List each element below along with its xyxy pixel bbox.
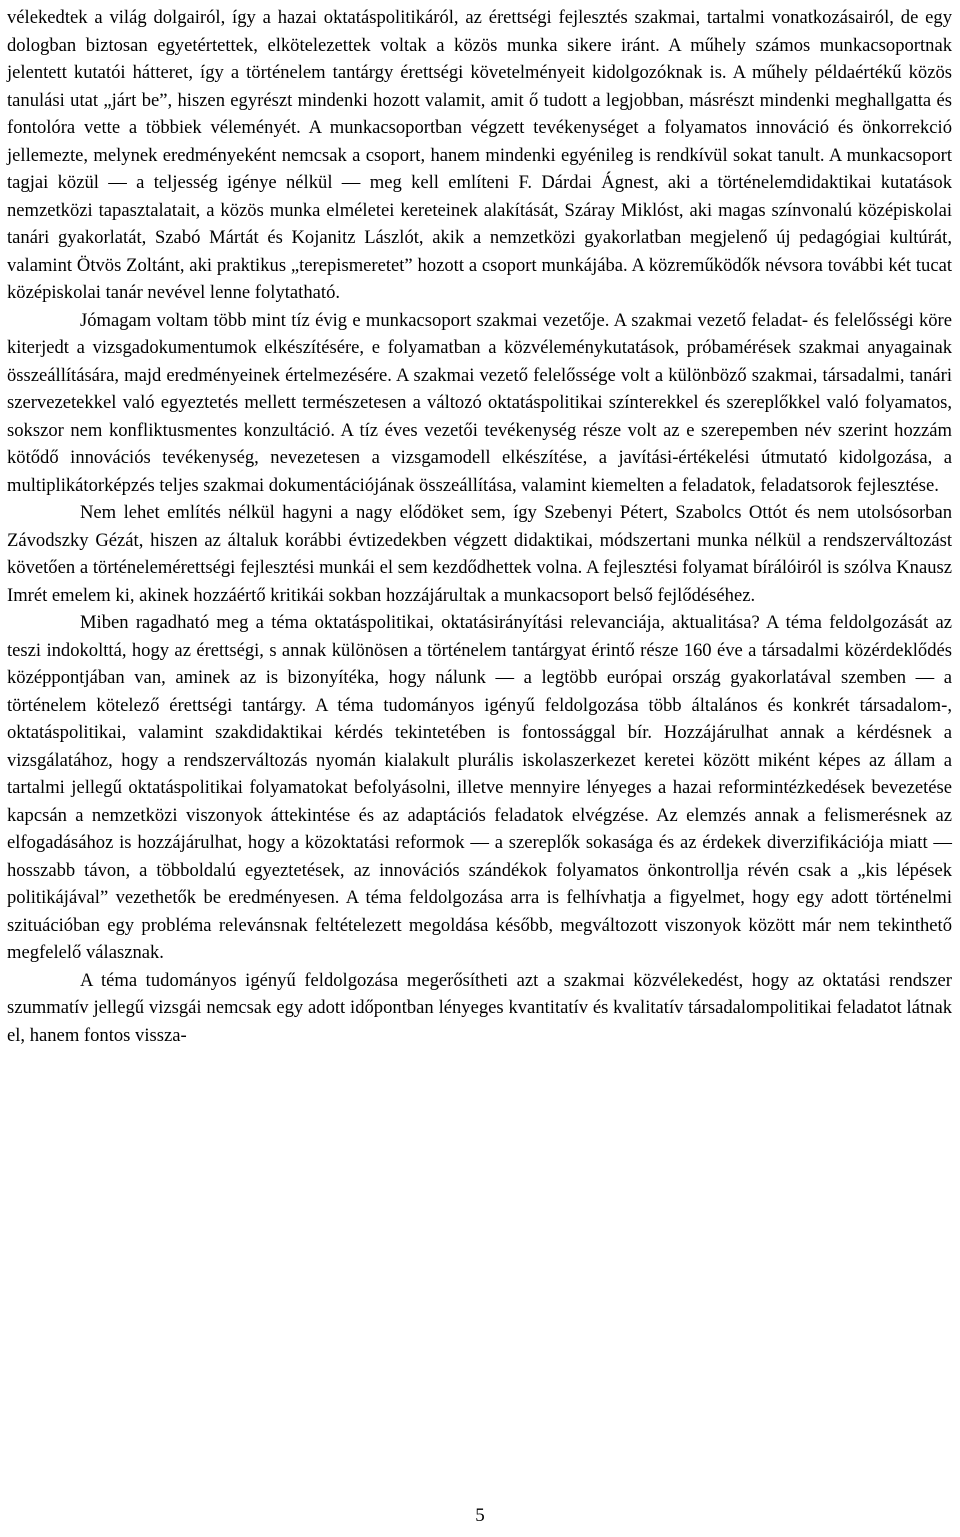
paragraph-1: vélekedtek a világ dolgairól, így a hazai oktatáspolitikáról, az érettségi fejlesztés szakmai, tartalmi vonatkozásairól, de egy dologban biztosan egyetértettek, elkötelezettek voltak a közös munka sikere iránt. A műhely számos munkacsoportnak jelentett kutatói hátteret, így a történelem tantárgy érettségi követelményeit kidolgozóknak is. A műhely példaértékű közös tanulási utat „járt be”, hiszen egyrészt mindenki hozott valamit, amit ő tudott a legjobban, másrészt mindenki meghallgatta és fontolóra vette a többiek véleményét. A munkacsoportban végzett tevékenységet a folyamatos innováció és önkorrekció jellemezte, melynek eredményeként nemcsak a csoport, hanem mindenki egyénileg is rendkívül sokat tanult. A munkacsoport tagjai közül — a teljesség igénye nélkül — meg kell említeni F. Dárdai Ágnest, aki a történelemdidaktikai kutatások nemzetközi tapasztalatait, a közös munka elméletei kereteinek alakítását, Száray Miklóst, aki magas színvonalú középiskolai tanári gyakorlatát, Szabó Mártát és Kojanitz Lászlót, akik a nemzetközi gyakorlatban megjelenő új pedagógiai kultúrát, valamint Ötvös Zoltánt, aki praktikus „terepismeretet” hozott a csoport munkájába. A közreműködők névsora további két tucat középiskolai tanár nevével lenne folytatható. [7, 7, 952, 303]
paragraph-2: Jómagam voltam több mint tíz évig e munkacsoport szakmai vezetője. A szakmai vezető feladat- és felelősségi köre kiterjedt a vizsgadokumentumok elkészítésére, e folyamatban a közvéleménykutatások, próbamérések szakmai anyagainak összeállítására, majd eredményeinek értelmezésére. A szakmai vezető felelőssége volt a különböző szakmai, társadalmi, tanári szervezetekkel való egyeztetés mellett természetesen a változó oktatáspolitikai színterekkel és szereplőkkel való folyamatos, sokszor nem konfliktusmentes konzultáció. A tíz éves vezetői tevékenység része volt az e szerepemben név szerint hozzám kötődő innovációs tevékenység, nevezetesen a vizsgamodell elkészítése, a javítási-értékelési útmutató kidolgozása, a multiplikátorképzés teljes szakmai dokumentációjának összeállítása, valamint kiemelten a feladatok, feladatsorok fejlesztése. [7, 309, 952, 496]
body-text [7, 4, 952, 1049]
paragraph-3: Nem lehet említés nélkül hagyni a nagy elődöket sem, így Szebenyi Pétert, Szabolcs Ottót és nem utolsósorban Závodszky Gézát, hiszen az általuk korábbi évtizedekben végzett didaktikai, módszertani munka nélkül a rendszerváltozást követően a történelemérettségi fejlesztési munkái el sem kezdődhettek volna. A fejlesztési folyamat bírálóiról is szólva Knausz Imrét emelem ki, akinek hozzáértő kritikái sokban hozzájárultak a munkacsoport belső fejlődéséhez. [7, 502, 952, 606]
paragraph-4: Miben ragadható meg a téma oktatáspolitikai, oktatásirányítási relevanciája, aktualitása? A téma feldolgozását az teszi indokolttá, hogy az érettségi, s annak különösen a történelem tantárgyat érintő része 160 éve a társadalmi közérdeklődés középpontjában van, aminek az is bizonyítéka, hogy nálunk — a legtöbb európai ország gyakorlatával szemben — a történelem kötelező érettségi tantárgy. A téma tudományos igényű feldolgozása több általános és konkrét társadalom-, oktatáspolitikai, valamint szakdidaktikai kérdés tekintetében is fontossággal bír. Hozzájárulhat annak a kérdésnek a vizsgálatához, hogy a rendszerváltozás nyomán kialakult plurális iskolaszerkezet keretei között miként képes az állam a tartalmi jellegű oktatáspolitikai folyamatokat befolyásolni, illetve mennyire lényeges a hazai reformintézkedések bevezetése kapcsán a nemzetközi viszonyok áttekintése és az adaptációs feladatok elvégzése. Az elemzés annak a felismerésnek az elfogadásához is hozzájárulhat, hogy a közoktatási reformok — a szereplők sokasága és az érdekek diverzifikációja miatt — hosszabb távon, a többoldalú egyeztetések, az innovációs szándékok folyamatos önkontrollja révén csak a „kis lépések politikájával” vezethetők be eredményesen. A téma feldolgozása arra is felhívhatja a figyelmet, hogy egy adott történelmi szituációban egy probléma relevánsnak feltételezett megoldása később, megváltozott viszonyok között már nem tekinthető megfelelő válasznak. [7, 612, 952, 963]
paragraph-5: A téma tudományos igényű feldolgozása megerősítheti azt a szakmai közvélekedést, hogy az oktatási rendszer szummatív jellegű vizsgái nemcsak egy adott időpontban lényeges kvantitatív és kvalitatív társadalompolitikai feladatot látnak el, hanem fontos vissza- [7, 969, 952, 1046]
page-number: 5 [475, 1505, 485, 1526]
